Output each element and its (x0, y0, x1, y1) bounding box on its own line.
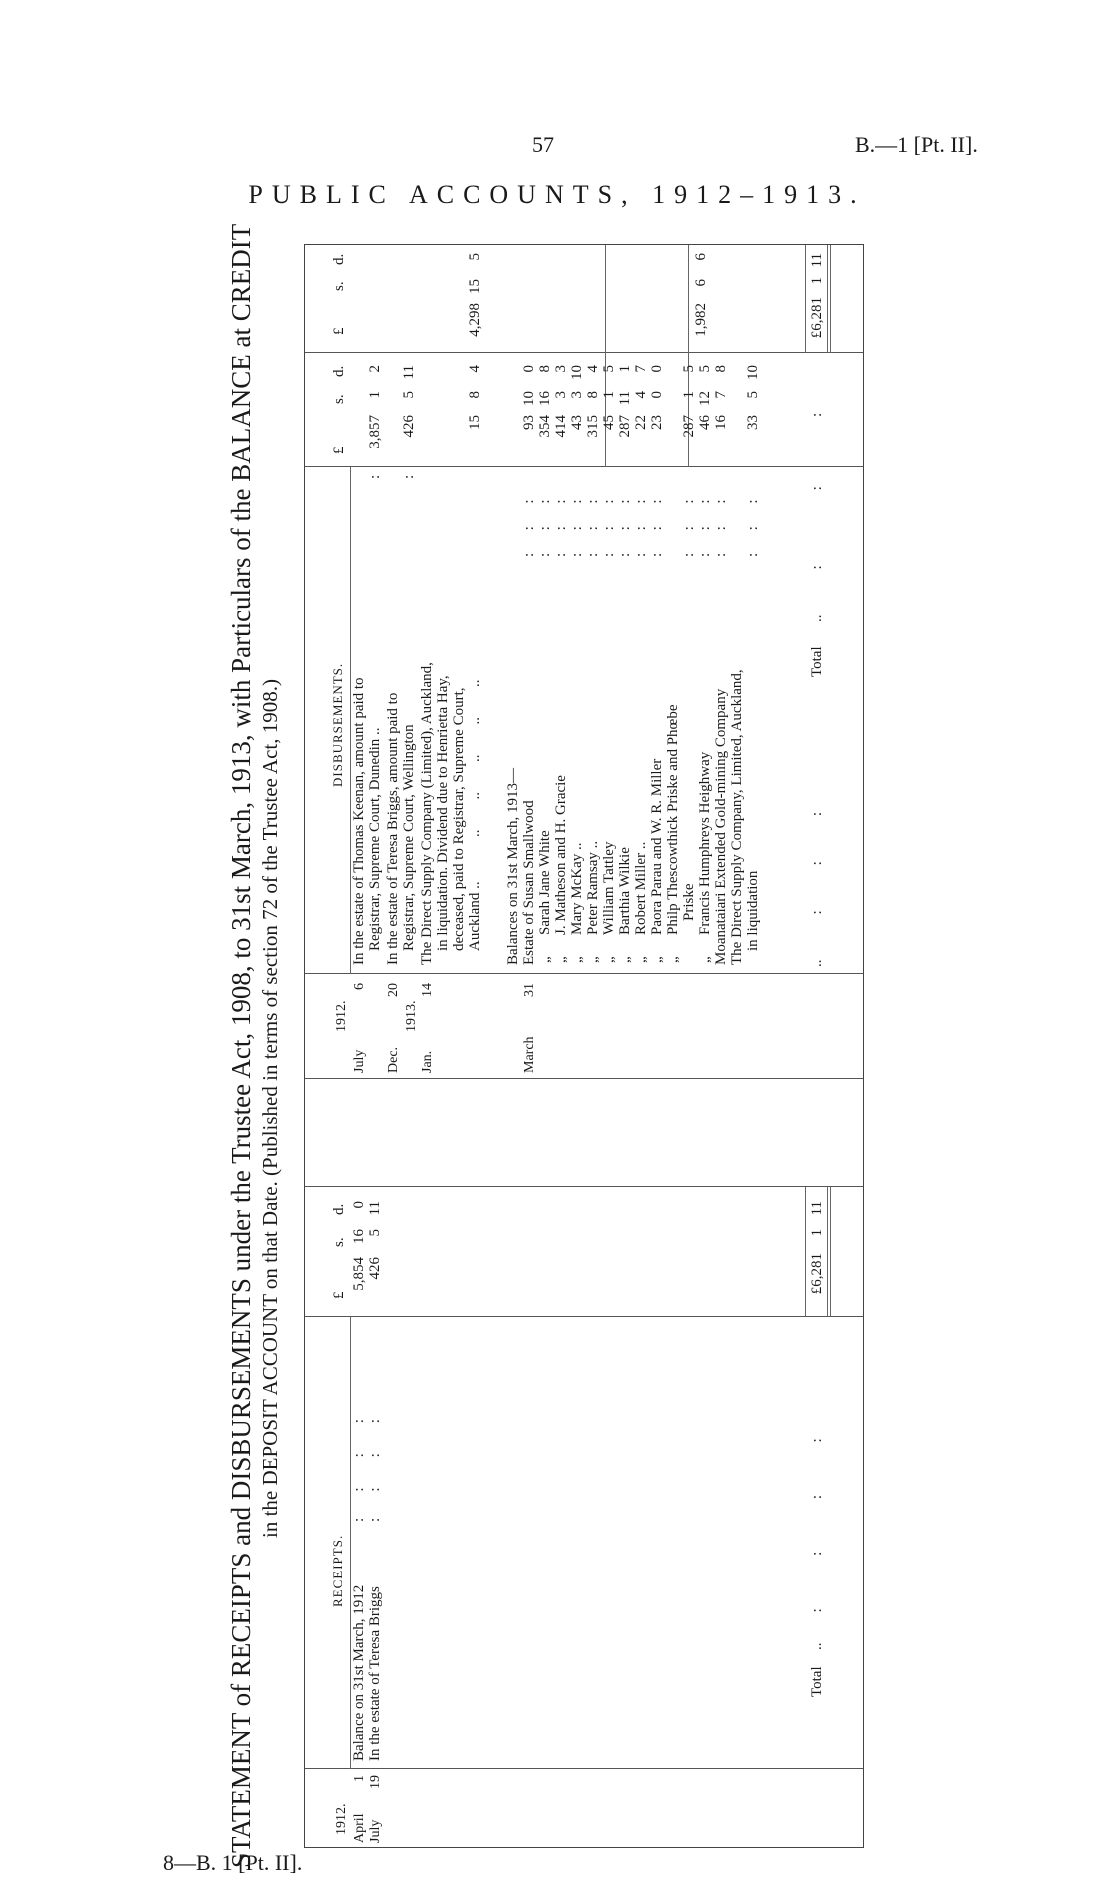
payment-pounds: 3,857 (367, 415, 383, 449)
balance-name-continued: Priske (681, 883, 697, 921)
balances-heading: Balances on 31st March, 1913— (505, 767, 521, 965)
balance-pounds: 287 (681, 415, 697, 438)
balance-pence: 3 (553, 365, 569, 373)
leader-dots: : : : (537, 499, 553, 557)
balance-pence: 7 (633, 365, 649, 373)
disb-month-jan: Jan. (420, 1050, 435, 1073)
balance-name: Mary McKay .. (569, 842, 585, 935)
receipts-year: 1912. (334, 1803, 349, 1835)
balance-pounds: 354 (537, 415, 553, 438)
leader-dots: : : : (585, 499, 601, 557)
ditto-mark: „ (617, 956, 633, 963)
leader-dots: : : : (553, 499, 569, 557)
payments-total-shillings: 15 (467, 279, 483, 294)
leader-dots: : : : (681, 499, 697, 557)
disb-year-1913: 1913. (404, 1000, 419, 1032)
payment-line: In the estate of Thomas Keenan, amount paid to (351, 677, 367, 965)
balance-name: Philp Thescowthick Priske and Phœbe (665, 704, 681, 935)
balance-pounds: 287 (617, 415, 633, 438)
disb-shilling-head: s. (331, 394, 347, 404)
balance-pounds: 16 (713, 415, 729, 430)
balance-pounds: 93 (521, 415, 537, 430)
statement-table: RECEIPTS. £ s. d. 1912. April 1 Balance on 31st March, 1912 : : : : 5,854 16 0 July 19 In the estate of Teresa Briggs : : : : 426 5 11 Total .. : : : : £6,281 1 11 1912. July 6 Dec. 20 1913. Jan. 14 March 31 DISBURSEMENTS. £ s. d. £ s. d. In the estate of Thomas Keenan, amount paid to Registrar, Supreme Court, Dunedin .. : 3,857 1 2 In the estate of Teresa Briggs, amount paid to Registrar, Supreme Court, Wellington : 426 5 11 The Direct Supply Company (Limited), Auckland, in liquidation. Dividend due to Henrietta Hay, deceased, paid to Registrar, Supreme Court, Auckland .. .. .. .. .. .. 15 8 4 4,298 15 5 Balances on 31st March, 1913— 1,982 6 6 .. : : : Total .. : : : £6,281 1 11 Estate of Susan Smallwood : : : 93 10 0 „ Sarah Jane White : : : 354 16 8 „ J. Matheson and H. Gracie : : : 414 3 3 „ Mary McKay .. : : : 43 3 10 „ Peter Ramsay .. : : : 315 8 4 „ William Tattley : : : 45 1 5 „ Barthia Wilkie : : : 287 11 1 „ Robert Miller .. : : : 22 4 7 „ Paora Parau and W. R. Miller : : : 23 0 0 „ Philp Thescowthick Priske and Phœbe Priske : : : 287 1 5 „ Francis Humphreys Heighway : : : 46 12 5 Moanataiari Extended Gold-mining Company : : : 16 7 8 The Direct Supply Company, Limited, Auckland, in liquidation : : : 33 5 10 (304, 244, 864, 1848)
balance-name: Paora Parau and W. R. Miller (649, 758, 665, 935)
receipt-shillings: 5 (367, 1229, 383, 1237)
balance-shillings: 11 (617, 391, 633, 406)
ditto-mark: „ (569, 956, 585, 963)
receipts-total-label: Total (809, 1666, 825, 1697)
receipt-day: 19 (368, 1775, 383, 1789)
receipt-pence: 0 (351, 1201, 367, 1209)
balance-pounds: 33 (745, 415, 761, 430)
balance-name: J. Matheson and H. Gracie (553, 775, 569, 935)
balance-shillings: 3 (569, 391, 585, 399)
disb-pound-head: £ (331, 327, 347, 335)
ditto-mark: „ (537, 956, 553, 963)
ditto-mark: „ (665, 956, 681, 963)
balance-name: Peter Ramsay .. (585, 840, 601, 935)
balance-pence: 5 (681, 365, 697, 373)
balance-shillings: 8 (585, 391, 601, 399)
leader-dots: : : : (649, 499, 665, 557)
disb-month-july: July (352, 1049, 367, 1073)
leader-dots: : : : (521, 499, 537, 557)
balance-pounds: 22 (633, 415, 649, 430)
balance-pounds: 46 (697, 415, 713, 430)
receipt-month: April (352, 1813, 367, 1843)
receipt-description: Balance on 31st March, 1912 (351, 1584, 367, 1761)
payment-shillings: 8 (467, 391, 483, 399)
page-footer: 8—B. 1 [Pt. II]. (163, 1850, 303, 1875)
leader-dots: : : : (745, 499, 761, 557)
disb-pence-head: d. (331, 253, 347, 265)
statement-title-line2: in the DEPOSIT ACCOUNT on that Date. (Published in terms of section 72 of the Trustee Act, 1908.) (258, 678, 282, 1538)
balance-pence: 5 (697, 365, 713, 373)
statement-title-line1: STATEMENT of RECEIPTS and DISBURSEMENTS under the Trustee Act, 1908, to 31st March, 1913, with Particulars of the BALANCE at CREDIT (226, 223, 256, 1868)
ditto-mark: „ (697, 956, 713, 963)
payment-line: Registrar, Supreme Court, Wellington (401, 724, 417, 951)
receipts-pound-head: £ (331, 1291, 347, 1299)
receipt-pence: 11 (367, 1201, 383, 1216)
balance-shillings: 5 (745, 391, 761, 399)
receipt-month: July (368, 1819, 383, 1843)
page-number: 57 (532, 132, 554, 157)
payments-total-pence: 5 (467, 253, 483, 261)
balance-shillings: 1 (681, 391, 697, 399)
balance-name: Estate of Susan Smallwood (521, 800, 537, 965)
ditto-mark: „ (601, 956, 617, 963)
disb-day: 14 (420, 983, 435, 997)
payment-line: The Direct Supply Company (Limited), Auckland, (419, 662, 435, 965)
balance-pounds: 315 (585, 415, 601, 438)
payment-line: deceased, paid to Registrar, Supreme Court, (451, 687, 467, 951)
balance-shillings: 1 (601, 391, 617, 399)
balance-name: Sarah Jane White (537, 830, 553, 935)
payment-shillings: 5 (401, 391, 417, 399)
receipt-pounds: 5,854 (351, 1257, 367, 1291)
balance-pounds: 43 (569, 415, 585, 430)
receipts-total-pence: 11 (809, 1201, 825, 1216)
balance-shillings: 0 (649, 391, 665, 399)
receipts-shilling-head: s. (331, 1237, 347, 1247)
balance-shillings: 4 (633, 391, 649, 399)
ditto-mark: „ (585, 956, 601, 963)
balance-pounds: 414 (553, 415, 569, 438)
payment-pounds: 426 (401, 415, 417, 438)
balance-name-continued: in liquidation (745, 870, 761, 951)
balances-total-pounds: 1,982 (693, 303, 709, 337)
balance-shillings: 3 (553, 391, 569, 399)
disb-day: 31 (522, 983, 537, 997)
balances-total-shillings: 6 (693, 279, 709, 287)
balance-pence: 5 (601, 365, 617, 373)
balance-shillings: 12 (697, 391, 713, 406)
page-heading: PUBLIC ACCOUNTS, 1912–1913. (248, 180, 866, 209)
leader-dots: : : : (713, 499, 729, 557)
receipts-total-pounds: £6,281 (809, 1253, 825, 1295)
balance-shillings: 16 (537, 391, 553, 406)
balance-pence: 10 (745, 365, 761, 380)
balance-pence: 10 (569, 365, 585, 380)
balances-total-pence: 6 (693, 253, 709, 261)
leader-dots: : : : (569, 499, 585, 557)
balance-name: Francis Humphreys Heighway (697, 751, 713, 935)
balance-name: The Direct Supply Company, Limited, Auckland, (729, 669, 745, 965)
payment-pence: 4 (467, 365, 483, 373)
balance-pence: 0 (521, 365, 537, 373)
payments-total-pounds: 4,298 (467, 303, 483, 337)
leader-dots: : : : (633, 499, 649, 557)
balance-pence: 0 (649, 365, 665, 373)
balance-shillings: 7 (713, 391, 729, 399)
receipts-total-shillings: 1 (809, 1229, 825, 1237)
payment-line: in liquidation. Dividend due to Henrietta Hay, (435, 675, 451, 951)
payment-pounds: 15 (467, 415, 483, 430)
disb-pence-head: d. (331, 365, 347, 377)
payment-pence: 11 (401, 365, 417, 380)
balance-pounds: 23 (649, 415, 665, 430)
disb-month-march: March (522, 1036, 537, 1073)
disb-day: 6 (352, 983, 367, 990)
balance-pounds: 45 (601, 415, 617, 430)
leader-dots: : : : (617, 499, 633, 557)
rotated-statement (226, 223, 866, 1868)
receipt-description: In the estate of Teresa Briggs (367, 1586, 383, 1761)
disb-month-dec: Dec. (386, 1046, 401, 1073)
receipt-day: 1 (352, 1775, 367, 1782)
disb-shilling-head: s. (331, 281, 347, 291)
balance-pence: 4 (585, 365, 601, 373)
disb-pound-head: £ (331, 446, 347, 454)
leader-dots: : : : (697, 499, 713, 557)
balance-name: Barthia Wilkie (617, 847, 633, 935)
document-reference: B.—1 [Pt. II]. (855, 132, 978, 157)
disb-year-1912: 1912. (334, 1000, 349, 1032)
payment-pence: 2 (367, 365, 383, 373)
balance-pence: 8 (713, 365, 729, 373)
payment-line: Registrar, Supreme Court, Dunedin .. (367, 727, 383, 951)
receipt-pounds: 426 (367, 1257, 383, 1280)
receipts-header: RECEIPTS. (330, 1534, 345, 1607)
disbursements-total-shillings: 1 (809, 277, 825, 285)
balance-name: Moanataiari Extended Gold-mining Company (713, 688, 729, 965)
receipts-pence-head: d. (331, 1203, 347, 1215)
ditto-mark: „ (649, 956, 665, 963)
disb-day: 20 (386, 983, 401, 997)
disbursements-total-pence: 11 (809, 253, 825, 268)
ditto-mark: „ (553, 956, 569, 963)
balance-name: Robert Miller .. (633, 841, 649, 935)
receipt-shillings: 16 (351, 1229, 367, 1244)
disbursements-total-label: Total (809, 646, 825, 677)
payment-shillings: 1 (367, 391, 383, 399)
balance-shillings: 10 (521, 391, 537, 406)
balance-name: William Tattley (601, 841, 617, 935)
payment-line: Auckland .. (467, 881, 483, 951)
ditto-mark: „ (633, 956, 649, 963)
disbursements-header: DISBURSEMENTS. (330, 662, 345, 787)
disbursements-total-pounds: £6,281 (809, 297, 825, 339)
balance-pence: 1 (617, 365, 633, 373)
payment-line: In the estate of Teresa Briggs, amount paid to (385, 692, 401, 965)
leader-dots: : : : (601, 499, 617, 557)
balance-pence: 8 (537, 365, 553, 373)
